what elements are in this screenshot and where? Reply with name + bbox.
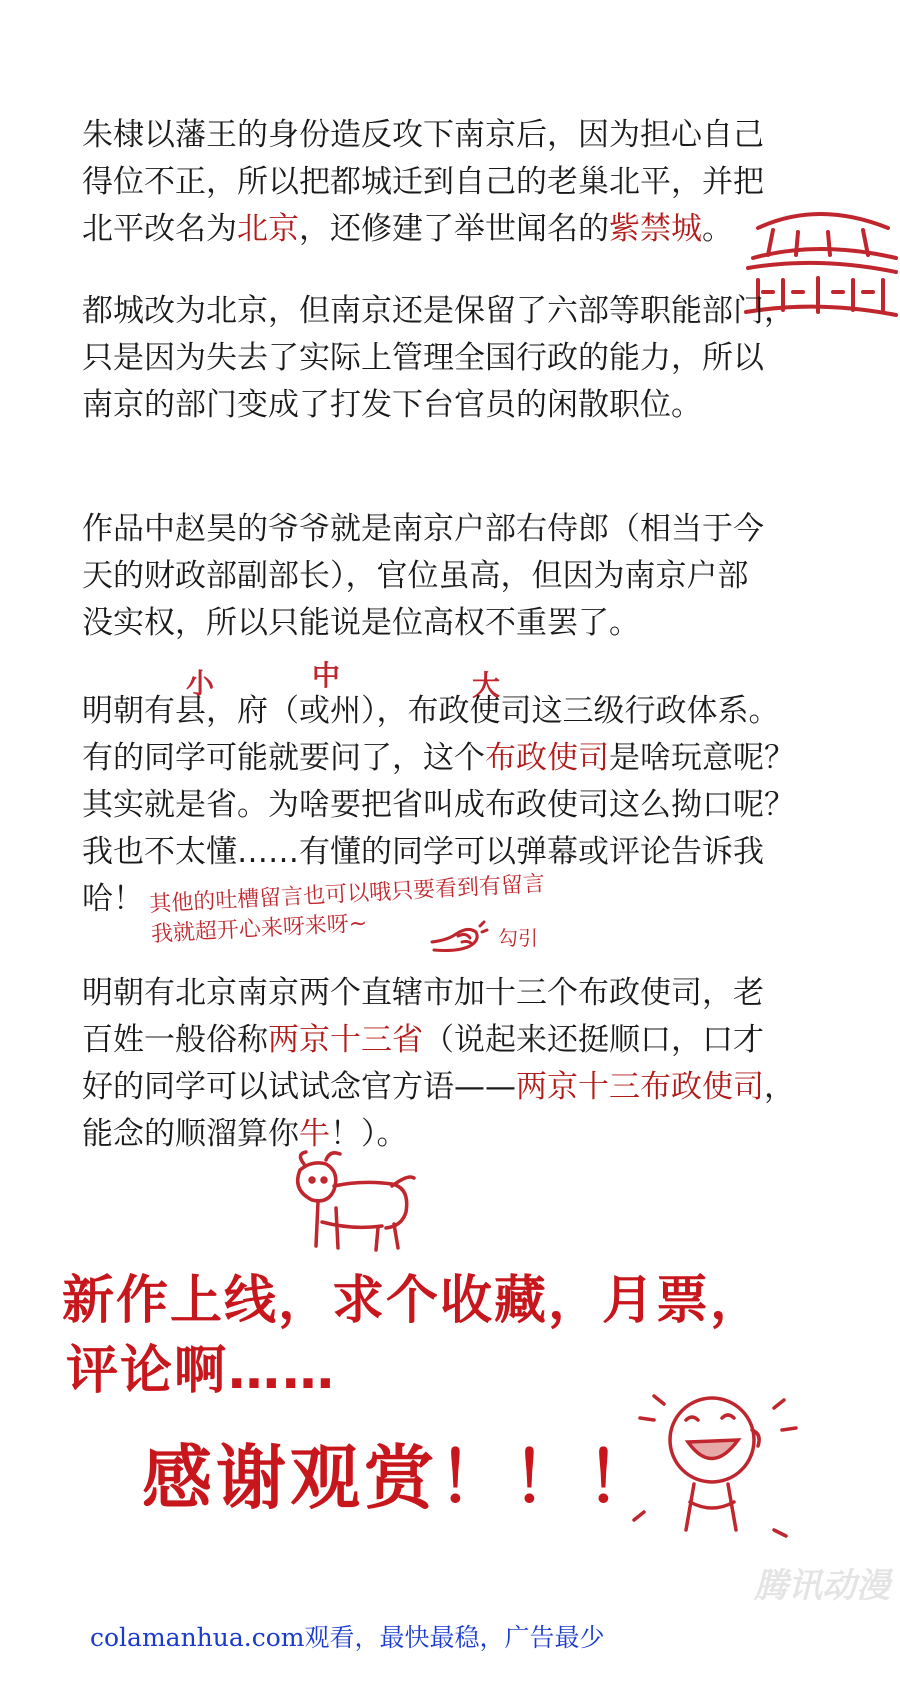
text-line: 明朝有北京南京两个直辖市加十三个布政使司，老 (82, 975, 764, 1011)
text-segment: 能念的顺溜算你 (82, 1116, 299, 1152)
text-line: 天的财政部副部长），官位虽高，但因为南京户部 (82, 558, 749, 594)
highlight-two-capitals-13-provinces: 两京十三省 (268, 1022, 423, 1058)
note-line: 我就超开心来呀来呀~ (150, 911, 368, 948)
highlight-forbidden-city: 紫禁城 (609, 211, 702, 247)
highlight-beijing: 北京 (237, 211, 299, 247)
highlight-official-term: 两京十三布政使司 (516, 1069, 764, 1105)
platform-watermark: 腾讯动漫 (754, 1566, 890, 1606)
text-segment: ！）。 (330, 1116, 408, 1152)
text-segment: ，还修建了举世闻名的 (299, 211, 609, 247)
text-line: 明朝有县，府（或州），布政使司这三级行政体系。 (82, 693, 780, 729)
appeal-line-2: 评论啊…… (66, 1341, 337, 1401)
text-line: 都城改为北京，但南京还是保留了六部等职能部门， (82, 293, 795, 329)
note-line: 其他的吐槽留言也可以哦只要看到有留言 (148, 871, 546, 918)
note-hook-text: 勾引 (498, 926, 538, 950)
text-segment: 有的同学可能就要问了，这个 (82, 740, 485, 776)
text-line: 没实权，所以只能说是位高权不重罢了。 (82, 605, 640, 641)
text-segment: 好的同学可以试试念官方语—— (82, 1069, 516, 1105)
paragraph-nanjing-departments (82, 288, 872, 429)
highlight-niu: 牛 (299, 1116, 330, 1152)
laughing-kid-icon (624, 1380, 804, 1550)
level-mark-small: 小 (186, 667, 215, 700)
appeal-line-1: 新作上线，求个收藏，月票， (62, 1271, 765, 1331)
text-segment: 百姓一般俗称 (82, 1022, 268, 1058)
ox-doodle-icon (282, 1150, 422, 1260)
paragraph-two-capitals (82, 970, 872, 1158)
text-line: 作品中赵昊的爷爷就是南京户部右侍郎（相当于今 (82, 511, 764, 547)
text-segment: 是啥玩意呢？ (609, 740, 795, 776)
level-mark-medium: 中 (312, 659, 341, 692)
text-line (82, 1017, 872, 1064)
site-footer-link[interactable]: colamanhua.com观看，最快最稳，广告最少 (90, 1623, 605, 1652)
text-line: 其实就是省。为啥要把省叫成布政使司这么拗口呢？ (82, 787, 795, 823)
text-line: 朱棣以藩王的身份造反攻下南京后，因为担心自己 (82, 117, 764, 153)
level-mark-large: 大 (472, 669, 501, 702)
text-line (82, 735, 872, 782)
text-segment: ， (764, 1069, 795, 1105)
text-line (82, 1111, 872, 1158)
text-line: 只是因为失去了实际上管理全国行政的能力，所以 (82, 340, 764, 376)
text-line (82, 1064, 872, 1111)
beckoning-hand-icon (428, 918, 488, 958)
text-segment: 。 (702, 211, 733, 247)
text-line: 哈！ (82, 881, 144, 917)
text-line: 南京的部门变成了打发下台官员的闲散职位。 (82, 387, 702, 423)
paragraph-grandfather (82, 506, 872, 647)
text-line: 我也不太懂……有懂的同学可以弹幕或评论告诉我 (82, 834, 764, 870)
highlight-buzhengshisi: 布政使司 (485, 740, 609, 776)
text-segment: （说起来还挺顺口，口才 (423, 1022, 764, 1058)
thanks-title: 感谢观赏！！！ (142, 1437, 660, 1519)
text-segment: 北平改名为 (82, 211, 237, 247)
text-line: 得位不正，所以把都城迁到自己的老巢北平，并把 (82, 164, 764, 200)
